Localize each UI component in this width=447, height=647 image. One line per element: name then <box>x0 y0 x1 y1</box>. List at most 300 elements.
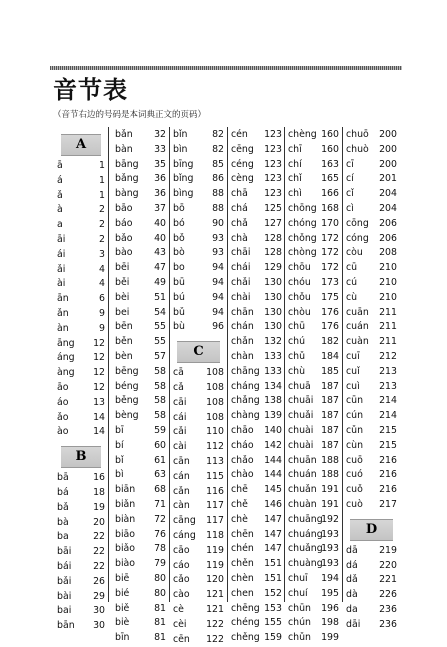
syllable-row <box>288 291 339 306</box>
syllable-row <box>231 172 282 187</box>
syllable-row <box>57 351 105 366</box>
page-number: 72 <box>154 513 166 528</box>
syllable: àng <box>57 366 75 381</box>
page-number: 121 <box>206 603 224 618</box>
syllable: biè <box>115 616 129 631</box>
page-number: 132 <box>264 335 282 350</box>
syllable-row <box>288 217 339 232</box>
syllable: báo <box>115 217 132 232</box>
page-number: 14 <box>93 411 105 426</box>
syllable: āi <box>57 233 65 248</box>
syllable-row <box>288 572 339 587</box>
syllable: da <box>346 603 358 618</box>
page-number: 142 <box>264 439 282 454</box>
page-number: 215 <box>379 424 397 439</box>
syllable: chǎ <box>231 217 248 232</box>
syllable-row <box>57 575 105 590</box>
syllable: chóng <box>288 217 317 232</box>
syllable-row <box>57 604 105 619</box>
syllable: cāi <box>173 396 187 411</box>
syllable: chán <box>231 320 254 335</box>
syllable-row <box>57 337 105 352</box>
syllable-row <box>288 631 339 646</box>
page-number: 93 <box>212 246 224 261</box>
letter-header-label: C <box>177 341 220 363</box>
page-number: 123 <box>264 143 282 158</box>
syllable-row <box>288 409 339 424</box>
syllable-row <box>346 202 397 217</box>
syllable-row <box>346 424 397 439</box>
page-number: 108 <box>206 366 224 381</box>
syllable-row <box>115 528 166 543</box>
page-number: 144 <box>264 454 282 469</box>
syllable: cuān <box>346 306 369 321</box>
syllable-row <box>231 217 282 232</box>
syllable-row <box>173 261 224 276</box>
page-number: 208 <box>379 246 397 261</box>
syllable: bān <box>57 619 75 634</box>
page-number: 118 <box>206 529 224 544</box>
syllable: béng <box>115 380 139 395</box>
page-number: 185 <box>321 365 339 380</box>
page-number: 204 <box>379 187 397 202</box>
syllable-row <box>57 530 105 545</box>
syllable: chǎi <box>231 276 250 291</box>
syllable-row <box>231 616 282 631</box>
page-number: 130 <box>264 276 282 291</box>
page-number: 160 <box>321 143 339 158</box>
syllable-row <box>288 261 339 276</box>
page-number: 37 <box>154 202 166 217</box>
page-number: 36 <box>154 187 166 202</box>
syllable-row <box>57 501 105 516</box>
page-number: 153 <box>264 602 282 617</box>
syllable: chuāng <box>288 513 323 528</box>
syllable-row <box>231 483 282 498</box>
page-number: 94 <box>212 276 224 291</box>
syllable-row <box>346 559 397 574</box>
syllable: cuó <box>346 468 363 483</box>
syllable: bo <box>173 261 185 276</box>
page-number: 3 <box>99 248 105 263</box>
syllable: cèi <box>173 618 187 633</box>
page-number: 122 <box>206 618 224 633</box>
page-number: 51 <box>154 291 166 306</box>
page-number: 187 <box>321 424 339 439</box>
page-number: 147 <box>264 528 282 543</box>
page-number: 217 <box>379 498 397 513</box>
syllable-row <box>115 276 166 291</box>
syllable-row <box>173 514 224 529</box>
syllable-row <box>57 486 105 501</box>
syllable-row <box>115 513 166 528</box>
syllable-row <box>115 483 166 498</box>
page-number: 2 <box>99 218 105 233</box>
syllable: cāo <box>173 544 190 559</box>
syllable-row <box>346 603 397 618</box>
syllable: cāng <box>173 514 196 529</box>
syllable-row <box>173 276 224 291</box>
syllable: cēng <box>231 143 254 158</box>
syllable: dá <box>346 559 358 574</box>
page-number: 125 <box>264 202 282 217</box>
page-number: 206 <box>379 217 397 232</box>
syllable: chěn <box>231 557 254 572</box>
page-number: 211 <box>379 306 397 321</box>
page-number: 4 <box>99 277 105 292</box>
syllable-row <box>115 350 166 365</box>
syllable: cún <box>346 409 363 424</box>
syllable: bīn <box>115 631 130 646</box>
syllable: chǎn <box>231 335 254 350</box>
page-number: 200 <box>379 143 397 158</box>
syllable-row <box>346 187 397 202</box>
syllable-row <box>115 158 166 173</box>
syllable-row <box>231 557 282 572</box>
syllable-row <box>346 618 397 633</box>
syllable-row <box>173 202 224 217</box>
syllable: bí <box>115 439 124 454</box>
page-number: 191 <box>321 498 339 513</box>
syllable-row <box>115 468 166 483</box>
page-number: 40 <box>154 232 166 247</box>
syllable: bào <box>115 246 132 261</box>
syllable-row <box>231 439 282 454</box>
syllable: cǐ <box>346 187 354 202</box>
page-number: 61 <box>154 454 166 469</box>
syllable-row <box>346 439 397 454</box>
syllable-row <box>173 396 224 411</box>
syllable: bó <box>173 217 185 232</box>
syllable-row <box>57 233 105 248</box>
page-number: 113 <box>206 455 224 470</box>
syllable: chèng <box>288 128 317 143</box>
syllable: bǒ <box>173 232 185 247</box>
syllable-column <box>346 128 397 633</box>
syllable: bàng <box>115 187 139 202</box>
syllable-row <box>115 498 166 513</box>
page-number: 78 <box>154 542 166 557</box>
syllable: chěng <box>231 631 260 646</box>
syllable-row <box>346 335 397 350</box>
syllable: cáng <box>173 529 196 544</box>
syllable-row <box>173 381 224 396</box>
syllable-row <box>115 261 166 276</box>
syllable: chā <box>231 187 248 202</box>
page-number: 9 <box>99 307 105 322</box>
syllable: céng <box>231 158 254 173</box>
page-number: 22 <box>93 530 105 545</box>
syllable: bā <box>57 471 69 486</box>
page-number: 108 <box>206 381 224 396</box>
page-number: 1 <box>99 159 105 174</box>
syllable: cī <box>346 158 354 173</box>
syllable-row <box>346 394 397 409</box>
syllable-column <box>57 128 105 634</box>
syllable: bì <box>115 468 124 483</box>
syllable: cūn <box>346 394 363 409</box>
syllable-row <box>173 291 224 306</box>
syllable-row <box>231 365 282 380</box>
page-number: 80 <box>154 572 166 587</box>
syllable: běng <box>115 394 139 409</box>
syllable: bēi <box>115 261 129 276</box>
page-number: 195 <box>321 587 339 602</box>
syllable-row <box>57 590 105 605</box>
syllable-row <box>57 516 105 531</box>
page-number: 12 <box>93 366 105 381</box>
syllable: chuā <box>288 380 311 395</box>
syllable: chǎng <box>231 394 260 409</box>
page-number: 213 <box>379 365 397 380</box>
page-number: 80 <box>154 587 166 602</box>
syllable: cōng <box>346 217 369 232</box>
syllable: chǔn <box>288 631 311 646</box>
page-number: 214 <box>379 409 397 424</box>
page-number: 60 <box>154 439 166 454</box>
syllable: cǎo <box>173 573 190 588</box>
syllable-row <box>57 189 105 204</box>
syllable: bǔ <box>173 306 185 321</box>
page-number: 71 <box>154 498 166 513</box>
page-number: 85 <box>212 158 224 173</box>
page-number: 18 <box>93 486 105 501</box>
syllable: bǎo <box>115 232 132 247</box>
syllable: bèi <box>115 291 129 306</box>
syllable: ān <box>57 292 69 307</box>
column-divider <box>169 127 170 602</box>
syllable: chuàng <box>288 557 323 572</box>
syllable: àn <box>57 322 69 337</box>
syllable-row <box>115 202 166 217</box>
syllable-row <box>288 602 339 617</box>
syllable: bá <box>57 486 69 501</box>
syllable: chuán <box>288 468 317 483</box>
page-number: 120 <box>206 573 224 588</box>
syllable: bàn <box>115 143 133 158</box>
syllable-row <box>231 306 282 321</box>
page-number: 182 <box>321 335 339 350</box>
page-number: 117 <box>206 514 224 529</box>
syllable-row <box>115 246 166 261</box>
syllable-row <box>288 557 339 572</box>
syllable-row <box>173 172 224 187</box>
page-number: 93 <box>212 232 224 247</box>
letter-header <box>57 128 105 159</box>
syllable: chén <box>231 542 254 557</box>
syllable-row <box>231 158 282 173</box>
syllable-row <box>288 365 339 380</box>
syllable-row <box>57 545 105 560</box>
syllable: ǎi <box>57 263 65 278</box>
syllable: bú <box>173 291 185 306</box>
syllable-row <box>231 631 282 646</box>
syllable-row <box>57 560 105 575</box>
syllable-row <box>231 528 282 543</box>
page-number: 226 <box>379 588 397 603</box>
syllable: à <box>57 203 63 218</box>
syllable-row <box>173 603 224 618</box>
page-number: 210 <box>379 291 397 306</box>
syllable: dāi <box>346 618 360 633</box>
page-number: 221 <box>379 573 397 588</box>
page-number: 117 <box>206 499 224 514</box>
syllable: cuò <box>346 498 363 513</box>
syllable: chóu <box>288 276 311 291</box>
page-note: （音节右边的号码是本词典正文的页码） <box>53 108 206 120</box>
syllable: cùn <box>346 439 363 454</box>
syllable: dà <box>346 588 358 603</box>
syllable-row <box>173 320 224 335</box>
page-number: 160 <box>321 128 339 143</box>
syllable-row <box>288 350 339 365</box>
syllable-row <box>288 587 339 602</box>
syllable: chàng <box>231 409 260 424</box>
syllable: cú <box>346 276 357 291</box>
syllable: chōu <box>288 261 311 276</box>
page-number: 191 <box>321 483 339 498</box>
page-number: 82 <box>212 128 224 143</box>
syllable: cuì <box>346 380 360 395</box>
syllable: cào <box>173 588 190 603</box>
syllable-row <box>288 542 339 557</box>
page-number: 145 <box>264 483 282 498</box>
syllable-row <box>231 454 282 469</box>
page-number: 188 <box>321 468 339 483</box>
page-number: 123 <box>264 187 282 202</box>
syllable: chún <box>288 616 311 631</box>
syllable: cǎn <box>173 485 190 500</box>
syllable: cén <box>231 128 248 143</box>
syllable: cù <box>346 291 357 306</box>
syllable: bǎi <box>57 575 71 590</box>
page-number: 58 <box>154 365 166 380</box>
syllable: chèn <box>231 572 254 587</box>
syllable-row <box>173 366 224 381</box>
syllable: chuò <box>346 143 369 158</box>
syllable: biě <box>115 602 129 617</box>
page-number: 165 <box>321 172 339 187</box>
syllable-row <box>173 217 224 232</box>
syllable: cā <box>173 366 184 381</box>
syllable: cān <box>173 455 190 470</box>
page-number: 146 <box>264 498 282 513</box>
syllable-row <box>57 203 105 218</box>
syllable: chāng <box>231 365 260 380</box>
syllable-row <box>173 246 224 261</box>
syllable: cēn <box>173 633 190 647</box>
page-number: 110 <box>206 425 224 440</box>
page-number: 22 <box>93 545 105 560</box>
page-number: 193 <box>321 557 339 572</box>
syllable: chen <box>231 587 254 602</box>
syllable: cóng <box>346 232 369 247</box>
syllable-row <box>173 455 224 470</box>
syllable-column <box>288 128 339 646</box>
syllable-row <box>173 529 224 544</box>
syllable-row <box>346 544 397 559</box>
syllable: chuáng <box>288 528 323 543</box>
page-number: 206 <box>379 232 397 247</box>
page-number: 122 <box>206 633 224 647</box>
page-number: 55 <box>154 335 166 350</box>
page-number: 176 <box>321 306 339 321</box>
syllable: cuán <box>346 320 369 335</box>
syllable-row <box>231 380 282 395</box>
syllable: chì <box>288 187 302 202</box>
page-number: 151 <box>264 572 282 587</box>
syllable: dǎ <box>346 573 358 588</box>
page-number: 130 <box>264 291 282 306</box>
syllable-row <box>231 572 282 587</box>
page-number: 151 <box>264 557 282 572</box>
syllable-row <box>57 292 105 307</box>
syllable: bǎng <box>115 172 139 187</box>
syllable: bai <box>57 604 71 619</box>
syllable: chē <box>231 483 248 498</box>
syllable: bǐ <box>115 454 124 469</box>
syllable-row <box>346 246 397 261</box>
syllable-row <box>288 424 339 439</box>
syllable: cuǐ <box>346 365 360 380</box>
syllable-row <box>231 394 282 409</box>
page-number: 219 <box>379 544 397 559</box>
syllable: běn <box>115 335 133 350</box>
syllable-row <box>231 350 282 365</box>
syllable: bìn <box>173 143 188 158</box>
syllable-row <box>346 498 397 513</box>
page-number: 47 <box>154 261 166 276</box>
page-number: 43 <box>154 246 166 261</box>
syllable-row <box>173 187 224 202</box>
syllable: ǎn <box>57 307 69 322</box>
letter-header <box>173 335 224 366</box>
page-number: 128 <box>264 246 282 261</box>
syllable-row <box>173 128 224 143</box>
syllable: dā <box>346 544 358 559</box>
syllable: chuài <box>288 439 313 454</box>
page-number: 54 <box>154 306 166 321</box>
letter-header <box>346 513 397 544</box>
syllable-row <box>288 158 339 173</box>
page-number: 144 <box>264 468 282 483</box>
page-number: 204 <box>379 202 397 217</box>
syllable: chuǎng <box>288 542 323 557</box>
syllable-row <box>57 366 105 381</box>
page-number: 201 <box>379 172 397 187</box>
syllable-row <box>173 440 224 455</box>
syllable-row <box>288 454 339 469</box>
syllable: chōng <box>288 202 317 217</box>
page-number: 22 <box>93 560 105 575</box>
page-number: 33 <box>154 143 166 158</box>
page-number: 76 <box>154 528 166 543</box>
page-number: 55 <box>154 320 166 335</box>
syllable-row <box>231 276 282 291</box>
syllable-row <box>346 158 397 173</box>
syllable-row <box>57 174 105 189</box>
syllable: ba <box>57 530 69 545</box>
syllable: áng <box>57 351 75 366</box>
syllable: bei <box>115 306 129 321</box>
syllable-row <box>346 143 397 158</box>
syllable-row <box>115 217 166 232</box>
page-number: 2 <box>99 203 105 218</box>
syllable: ào <box>57 425 68 440</box>
syllable: bī <box>115 424 124 439</box>
syllable-row <box>288 528 339 543</box>
syllable-row <box>115 542 166 557</box>
